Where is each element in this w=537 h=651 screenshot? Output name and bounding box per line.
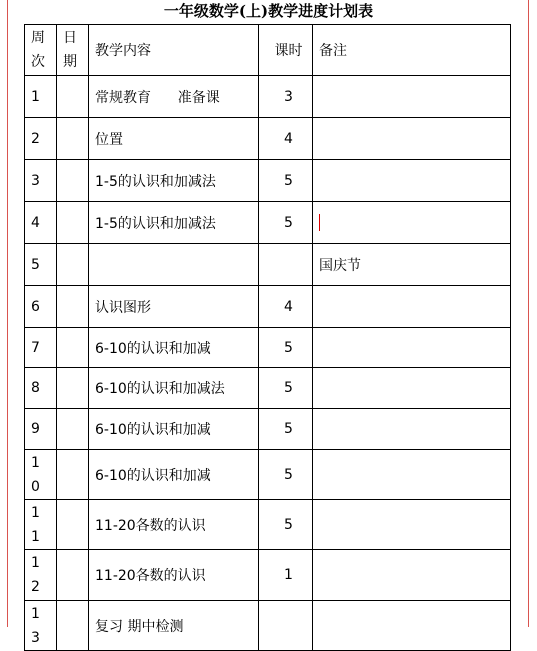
week-cell: 3	[25, 160, 57, 202]
week-cell: 5	[25, 244, 57, 286]
content-cell[interactable]: 复习 期中检测	[89, 601, 259, 651]
table-row	[25, 601, 511, 651]
week-cell: 4	[25, 202, 57, 244]
table-row	[25, 118, 511, 160]
table-row	[25, 450, 511, 500]
text-cursor	[319, 214, 320, 231]
hours-cell[interactable]: 5	[259, 409, 313, 450]
date-cell[interactable]	[57, 76, 89, 118]
note-cell[interactable]	[313, 409, 511, 450]
date-cell[interactable]	[57, 286, 89, 328]
hours-cell[interactable]: 5	[259, 450, 313, 500]
table-row	[25, 368, 511, 409]
week-cell: 1	[25, 76, 57, 118]
note-cell[interactable]	[313, 286, 511, 328]
header-hours: 课时	[259, 25, 313, 76]
date-cell[interactable]	[57, 409, 89, 450]
content-cell[interactable]: 6-10的认识和加减	[89, 409, 259, 450]
note-cell[interactable]	[313, 118, 511, 160]
page-margin-left	[7, 0, 8, 627]
header-week: 周 次	[25, 25, 57, 76]
table-row	[25, 202, 511, 244]
table-row	[25, 160, 511, 202]
note-cell[interactable]	[313, 368, 511, 409]
hours-cell[interactable]: 5	[259, 202, 313, 244]
content-cell[interactable]	[89, 244, 259, 286]
hours-cell[interactable]: 5	[259, 328, 313, 368]
hours-cell[interactable]: 5	[259, 500, 313, 550]
date-cell[interactable]	[57, 601, 89, 651]
week-cell: 6	[25, 286, 57, 328]
hours-cell[interactable]: 3	[259, 76, 313, 118]
content-cell[interactable]: 11-20各数的认识	[89, 500, 259, 550]
hours-cell[interactable]	[259, 601, 313, 651]
date-cell[interactable]	[57, 160, 89, 202]
header-note: 备注	[313, 25, 511, 76]
note-cell[interactable]	[313, 202, 511, 244]
date-cell[interactable]	[57, 368, 89, 409]
table-row	[25, 500, 511, 550]
content-cell[interactable]: 常规教育 准备课	[89, 76, 259, 118]
week-cell: 1 1	[25, 500, 57, 550]
week-cell: 8	[25, 368, 57, 409]
week-cell: 1 0	[25, 450, 57, 500]
week-cell: 2	[25, 118, 57, 160]
week-cell: 9	[25, 409, 57, 450]
note-cell[interactable]	[313, 601, 511, 651]
content-cell[interactable]: 认识图形	[89, 286, 259, 328]
week-cell: 1 2	[25, 550, 57, 601]
content-cell[interactable]: 11-20各数的认识	[89, 550, 259, 601]
hours-cell[interactable]	[259, 244, 313, 286]
table-row	[25, 550, 511, 601]
date-cell[interactable]	[57, 550, 89, 601]
content-cell[interactable]: 6-10的认识和加减法	[89, 368, 259, 409]
table-row	[25, 328, 511, 368]
date-cell[interactable]	[57, 244, 89, 286]
week-cell: 7	[25, 328, 57, 368]
table-row	[25, 286, 511, 328]
date-cell[interactable]	[57, 202, 89, 244]
hours-cell[interactable]: 5	[259, 368, 313, 409]
content-cell[interactable]: 1-5的认识和加减法	[89, 160, 259, 202]
table-row	[25, 76, 511, 118]
date-cell[interactable]	[57, 500, 89, 550]
note-cell[interactable]	[313, 160, 511, 202]
document-title: 一年级数学(上)教学进度计划表	[163, 2, 374, 20]
content-cell[interactable]: 6-10的认识和加减	[89, 328, 259, 368]
note-cell[interactable]	[313, 76, 511, 118]
note-cell[interactable]	[313, 328, 511, 368]
table-header-row	[25, 25, 511, 76]
header-date: 日 期	[57, 25, 89, 76]
table-row	[25, 409, 511, 450]
note-cell[interactable]	[313, 550, 511, 601]
hours-cell[interactable]: 5	[259, 160, 313, 202]
content-cell[interactable]: 位置	[89, 118, 259, 160]
note-cell[interactable]	[313, 450, 511, 500]
schedule-table	[24, 24, 511, 651]
note-cell[interactable]	[313, 500, 511, 550]
date-cell[interactable]	[57, 118, 89, 160]
week-cell: 1 3	[25, 601, 57, 651]
note-cell[interactable]: 国庆节	[313, 244, 511, 286]
hours-cell[interactable]: 4	[259, 286, 313, 328]
hours-cell[interactable]: 4	[259, 118, 313, 160]
content-cell[interactable]: 1-5的认识和加减法	[89, 202, 259, 244]
hours-cell[interactable]: 1	[259, 550, 313, 601]
header-content: 教学内容	[89, 25, 259, 76]
date-cell[interactable]	[57, 328, 89, 368]
content-cell[interactable]: 6-10的认识和加减	[89, 450, 259, 500]
page-margin-right	[528, 0, 529, 627]
table-row	[25, 244, 511, 286]
date-cell[interactable]	[57, 450, 89, 500]
